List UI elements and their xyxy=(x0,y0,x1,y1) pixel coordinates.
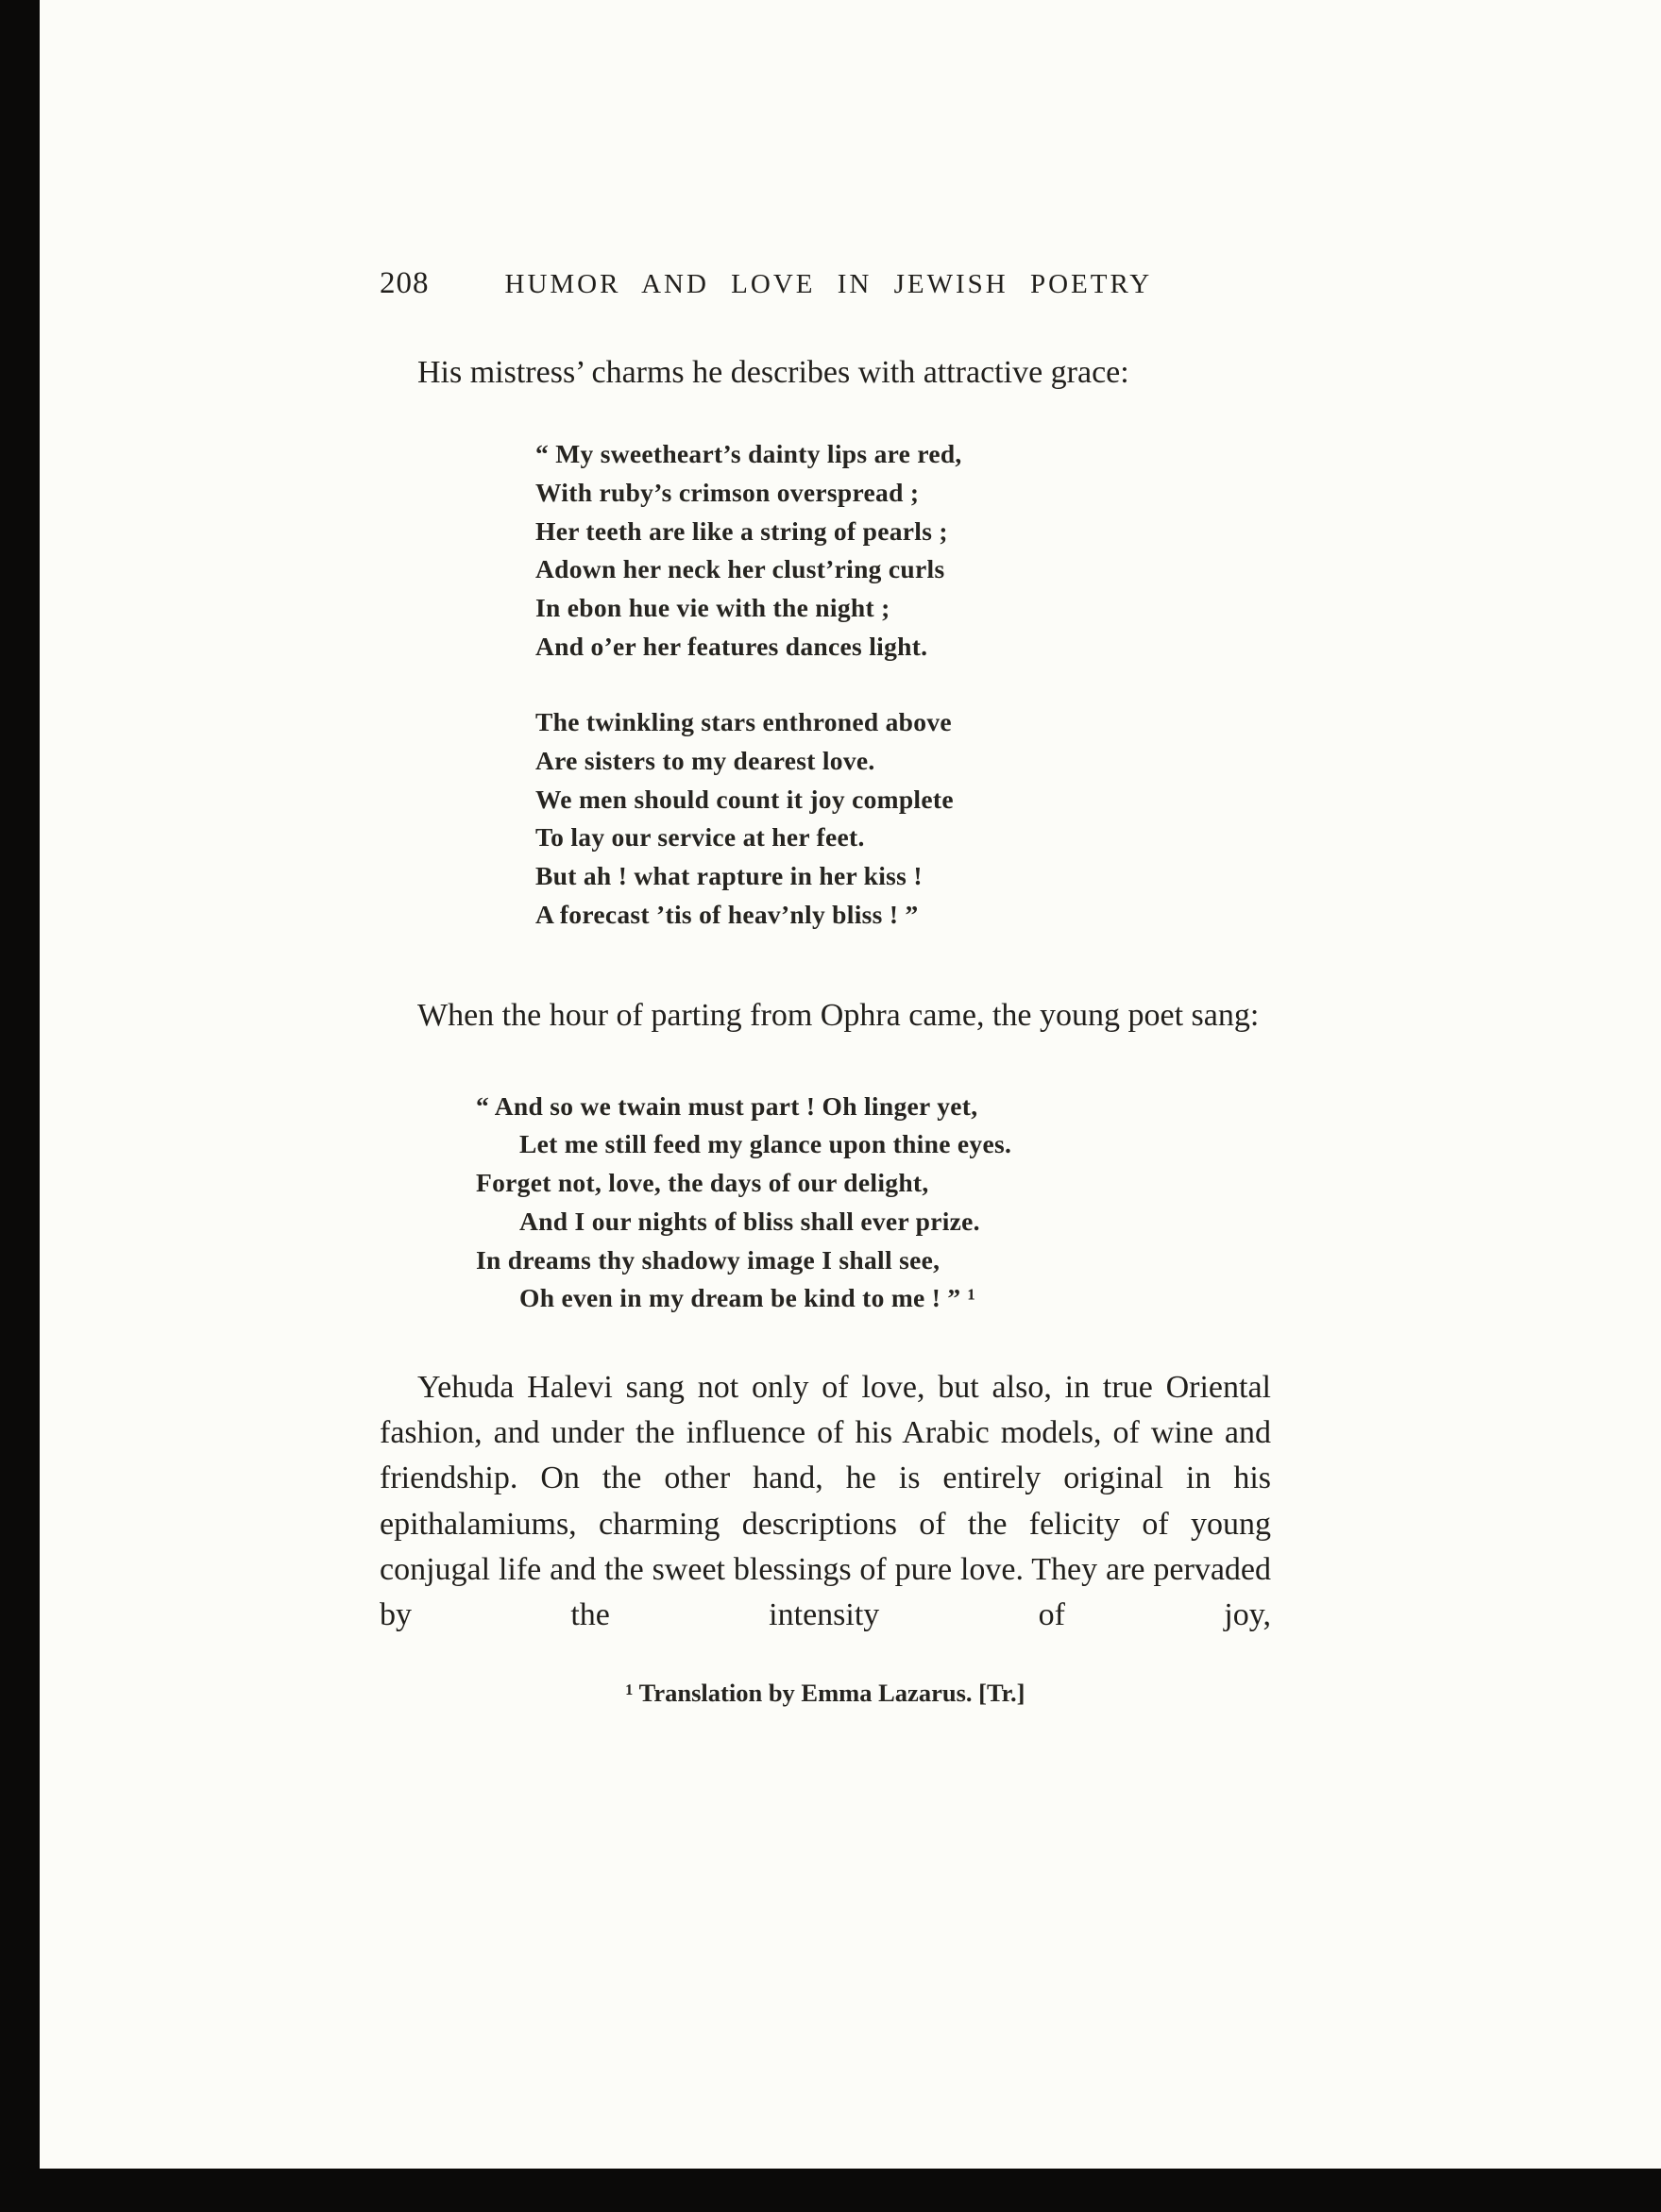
poem-line: A forecast ’tis of heav’nly bliss ! ” xyxy=(535,899,919,929)
poem-line: “ And so we twain must part ! Oh linger yet, xyxy=(476,1090,978,1121)
poem-1-stanza-1 xyxy=(535,435,1271,666)
poem-line: And o’er her features dances light. xyxy=(535,631,928,661)
page-number: 208 xyxy=(380,266,430,300)
poem-line: Her teeth are like a string of pearls ; xyxy=(535,515,948,546)
poem-line: Adown her neck her clust’ring curls xyxy=(535,554,945,584)
page-header xyxy=(380,266,1271,301)
paragraph-intro-first-poem: His mistress’ charms he describes with attractive grace: xyxy=(417,355,1129,390)
running-title: HUMOR AND LOVE IN JEWISH POETRY xyxy=(504,269,1153,299)
poem-line: Forget not, love, the days of our delight, xyxy=(476,1168,929,1198)
poem-2 xyxy=(476,1088,1271,1318)
poem-line: But ah ! what rapture in her kiss ! xyxy=(535,861,923,891)
scan-edge-left xyxy=(0,0,40,2212)
poem-line: “ My sweetheart’s dainty lips are red, xyxy=(535,439,962,469)
page-content xyxy=(380,266,1271,1708)
poem-line: With ruby’s crimson overspread ; xyxy=(535,477,920,507)
paragraph-intro-second-poem: When the hour of parting from Ophra came, the young poet sang: xyxy=(417,997,1260,1033)
poem-line: Oh even in my dream be kind to me ! ” ¹ xyxy=(519,1283,976,1313)
scan-edge-bottom xyxy=(0,2169,1661,2212)
poem-1-stanza-2 xyxy=(535,703,1271,934)
poem-line: And I our nights of bliss shall ever prize. xyxy=(519,1206,980,1236)
poem-line: We men should count it joy complete xyxy=(535,784,954,814)
poem-line: Let me still feed my glance upon thine eyes. xyxy=(519,1129,1012,1159)
footnote-translation-credit: ¹ Translation by Emma Lazarus. [Tr.] xyxy=(625,1678,1025,1707)
poem-line: In dreams thy shadowy image I shall see, xyxy=(476,1244,941,1275)
poem-line: The twinkling stars enthroned above xyxy=(535,707,952,737)
poem-line: Are sisters to my dearest love. xyxy=(535,746,875,776)
poem-line: To lay our service at her feet. xyxy=(535,822,865,853)
poem-line: In ebon hue vie with the night ; xyxy=(535,593,890,623)
paragraph-yehuda-halevi: Yehuda Halevi sang not only of love, but also, in true Oriental fashion, and under the influence of his Arabic models, of wine and friendship. On the other hand, he is entirely original in his epithalamiums, charming descriptions of the felicity of young conjugal life and the sweet blessings of pure love. They are pervaded by the intensity of joy, xyxy=(380,1369,1271,1633)
poem-1 xyxy=(535,435,1271,934)
